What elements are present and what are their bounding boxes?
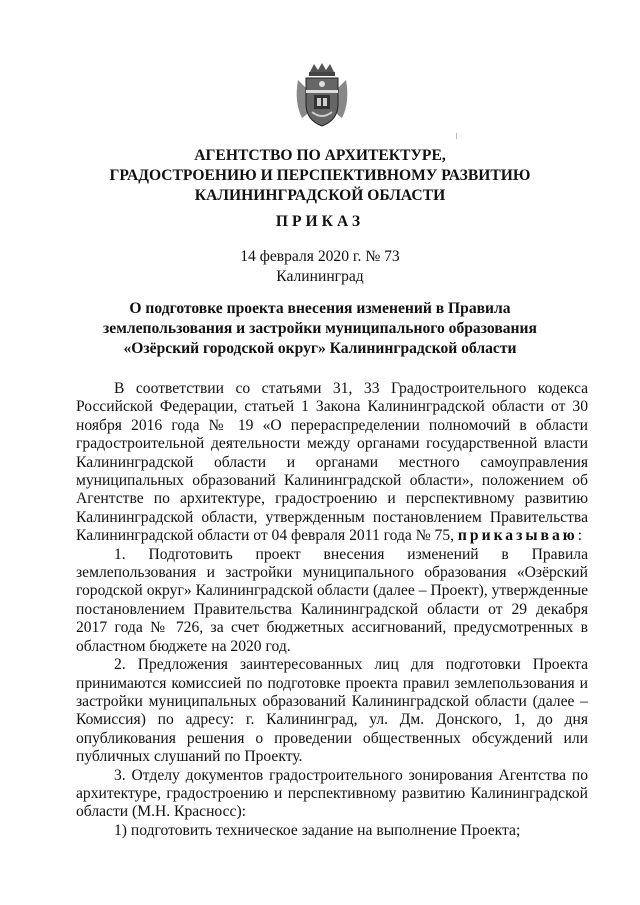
agency-name: [0, 146, 640, 206]
agency-line: ГРАДОСТРОЕНИЮ И ПЕРСПЕКТИВНОМУ РАЗВИТИЮ: [109, 167, 531, 184]
order-colon: :: [577, 527, 583, 545]
item-3: 3. Отделу документов градостроительного зонирования Агентства по архитектуре, градостроению и перспективному развитию Калининградской области (М.Н. Красносс):: [76, 766, 588, 821]
document-body: [76, 380, 588, 840]
order-word: приказываю: [457, 527, 578, 545]
subject-line: «Озёрский городской округ» Калининградской области: [123, 340, 517, 357]
preamble-text: В соответствии со статьями 31, 33 Градостроительного кодекса Российской Федерации, статьей 1 Закона Калининградской области от 30 ноября 2016 года № 19 «О перераспределении полномочий в области градостроительной деятельности между органами государственной власти Калининградской области и органами местного самоуправления муниципальных образований Калининградской области», положением об Агентстве по архитектуре, градостроению и перспективному развитию Калининградской области, утвержденным постановлением Правительства Калининградской области от 04 февраля 2011 года № 75,: [76, 380, 588, 545]
item-2: 2. Предложения заинтересованных лиц для подготовки Проекта принимаются комиссией по подготовке проекта правил землепользования и застройки муниципальных образований Калининградской области (далее – Комиссия) по адресу: г. Калининград, ул. Дм. Донского, 1, до дня опубликования решения о проведении общественных обсуждений или публичных слушаний по Проекту.: [76, 656, 588, 766]
coat-of-arms-icon: [292, 62, 352, 128]
subject-line: О подготовке проекта внесения изменений в Правила: [129, 300, 511, 317]
date-number: 14 февраля 2020 г. № 73: [240, 248, 400, 265]
scan-mark: [456, 133, 457, 139]
document-type: ПРИКАЗ: [275, 213, 365, 230]
document-subject: [0, 299, 640, 359]
preamble-paragraph: [76, 380, 588, 546]
item-1: 1. Подготовить проект внесения изменений в Правила землепользования и застройки муниципального образования «Озёрский городской округ» Калининградской области (далее – Проект), утвержденные постановлением Правительства Калининградской области от 29 декабря 2017 года № 726, за счет бюджетных ассигнований, предусмотренных в областном бюджете на 2020 год.: [76, 545, 588, 655]
subject-line: землепользования и застройки муниципального образования: [103, 320, 537, 337]
date-block: [0, 247, 640, 287]
agency-line: КАЛИНИНГРАДСКОЙ ОБЛАСТИ: [194, 187, 446, 204]
city: Калининград: [276, 268, 364, 285]
item-3-1: 1) подготовить техническое задание на выполнение Проекта;: [114, 821, 521, 839]
agency-line: АГЕНТСТВО ПО АРХИТЕКТУРЕ,: [194, 147, 446, 164]
